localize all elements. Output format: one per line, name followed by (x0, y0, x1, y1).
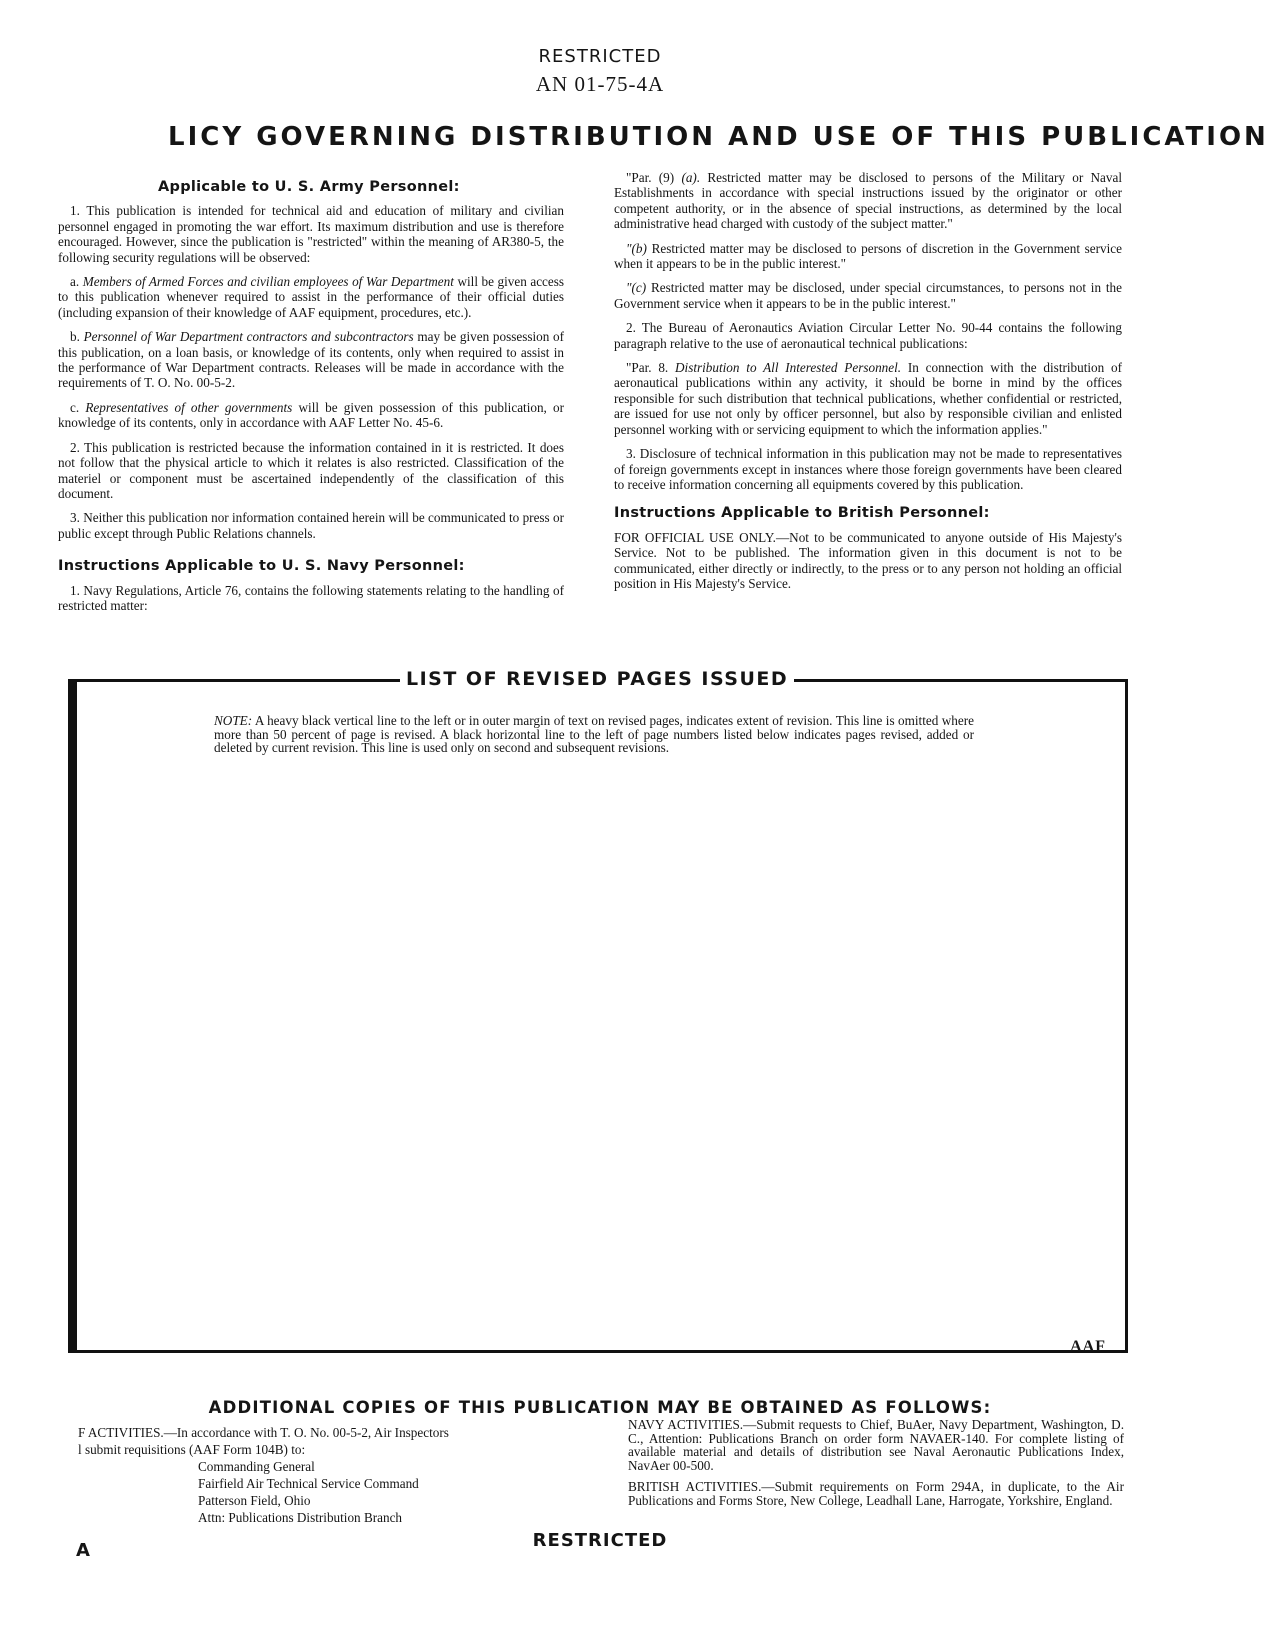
aaf-activities (78, 1424, 588, 1526)
aaf-stamp: AAF (1070, 1338, 1106, 1355)
navy-quote-8: "Par. 8. Distribution to All Interested Personnel. In connection with the distribution of aeronautical publications within any activity, it should be borne in mind by the offices responsible for such distribution that technical publications, whether confidential or restricted, are issued for use not only by officer personnel, but also by responsible civilian and enlisted personnel working with or servicing equipment to which the information applies." (614, 360, 1123, 437)
revised-pages-title: LIST OF REVISED PAGES ISSUED (400, 668, 794, 690)
additional-copies-title: ADDITIONAL COPIES OF THIS PUBLICATION MAY BE OBTAINED AS FOLLOWS: (208, 1398, 992, 1417)
address-line: Fairfield Air Technical Service Command (198, 1476, 419, 1491)
header-restricted-label: RESTRICTED (538, 46, 662, 67)
revision-bar (71, 682, 77, 1350)
army-paragraph-3: 3. Neither this publication nor information contained herein will be communicated to press or public except through Public Relations channels. (58, 510, 564, 541)
navy-paragraph-1: 1. Navy Regulations, Article 76, contains the following statements relating to the handling of restricted matter: (58, 582, 564, 613)
navy-activities: NAVY ACTIVITIES.—Submit requests to Chief, BuAer, Navy Department, Washington, D. C., Attention: Publications Branch on order form NAVAER-140. For complete listing of available material and details of distribution see Naval Aeronautic Publications Index, NavAer 00-500. (628, 1417, 1124, 1473)
address-line: Patterson Field, Ohio (198, 1493, 311, 1508)
army-paragraph-2: 2. This publication is restricted because the information contained in it is restricted. It does not follow that the physical article to which it relates is also restricted. Classification of the materiel or component must be ascertained independently of the classification of this document. (58, 439, 564, 501)
page-letter: A (76, 1540, 90, 1561)
british-activities: BRITISH ACTIVITIES.—Submit requirements on Form 294A, in duplicate, to the Air Publications and Forms Store, New College, Leadhall Lane, Harrogate, Yorkshire, England. (628, 1479, 1124, 1508)
british-paragraph: FOR OFFICIAL USE ONLY.—Not to be communicated to anyone outside of His Majesty's Service. Not to be published. The information given in this document is not to be communicated, either directly or indirectly, to the press or to any person not holding an official position in His Majesty's Service. (614, 529, 1122, 591)
navy-quote-b: "(b) Restricted matter may be disclosed to persons of discretion in the Government service when it appears to be in the public interest." (614, 240, 1122, 272)
publication-number: AN 01-75-4A (535, 72, 665, 96)
address-line: Commanding General (198, 1459, 315, 1474)
navy-heading: Instructions Applicable to U. S. Navy Personnel: (58, 558, 465, 575)
navy-british-activities (628, 1418, 1124, 1516)
british-heading: Instructions Applicable to British Personnel: (614, 505, 990, 522)
army-paragraph-b: b. Personnel of War Department contractors and subcontractors may be given possession of this publication, on a loan basis, or knowledge of its contents, only when required to assist in the performance of War Department contracts. Releases will be made in accordance with the requirements of T. O. No. 00-5-2. (58, 329, 565, 391)
left-column (58, 180, 564, 622)
address-line: Attn: Publications Distribution Branch (198, 1510, 403, 1525)
revision-note: NOTE: A heavy black vertical line to the left or in outer margin of text on revised pages, indicates extent of revision. This line is omitted where more than 50 percent of page is revised. A black horizontal line to the left of page numbers listed below indicates pages revised, added or deleted by current revision. This line is used only on second and subsequent revisions. (214, 713, 974, 755)
navy-paragraph-2: 2. The Bureau of Aeronautics Aviation Circular Letter No. 90-44 contains the following paragraph relative to the use of aeronautical technical publications: (614, 320, 1122, 351)
army-heading: Applicable to U. S. Army Personnel: (158, 179, 460, 195)
army-paragraph-1: 1. This publication is intended for technical aid and education of military and civilian personnel engaged in promoting the war effort. Its maximum distribution and use is therefore encouraged. However, since the publication is "restricted" within the meaning of AR380-5, the following security regulations will be observed: (58, 203, 564, 265)
aaf-activities-line-2: l submit requisitions (AAF Form 104B) to: (78, 1442, 306, 1457)
page-title: LICY GOVERNING DISTRIBUTION AND USE OF THIS PUBLICATION (168, 122, 1269, 152)
footer-restricted-label: RESTRICTED (532, 1530, 668, 1551)
army-paragraph-c: c. Representatives of other governments will be given possession of this publication, or knowledge of its contents, only in accordance with AAF Letter No. 45-6. (58, 399, 565, 431)
revised-pages-box (68, 679, 1128, 1353)
army-paragraph-a: a. Members of Armed Forces and civilian employees of War Department will be given access to this publication whenever required to assist in the performance of their official duties (including expansion of their knowledge of AAF equipment, procedures, etc.). (58, 274, 565, 320)
right-column (614, 170, 1122, 600)
navy-quote-c: "(c) Restricted matter may be disclosed, under special circumstances, to persons not in the Government service when it appears to be in the public interest." (614, 280, 1122, 311)
navy-quote-9a: "Par. (9) (a). Restricted matter may be disclosed to persons of the Military or Naval Establishments in accordance with special instructions issued by the originator or other competent authority, or in the absence of special instructions, as determined by the local administrative head charged with custody of the subject matter." (614, 170, 1122, 232)
aaf-activities-line-1: F ACTIVITIES.—In accordance with T. O. No. 00-5-2, Air Inspectors (78, 1425, 449, 1440)
navy-paragraph-3: 3. Disclosure of technical information in this publication may not be made to representatives of foreign governments except in instances where those foreign governments have been cleared to receive information concerning all equipments covered by this publication. (614, 446, 1122, 492)
